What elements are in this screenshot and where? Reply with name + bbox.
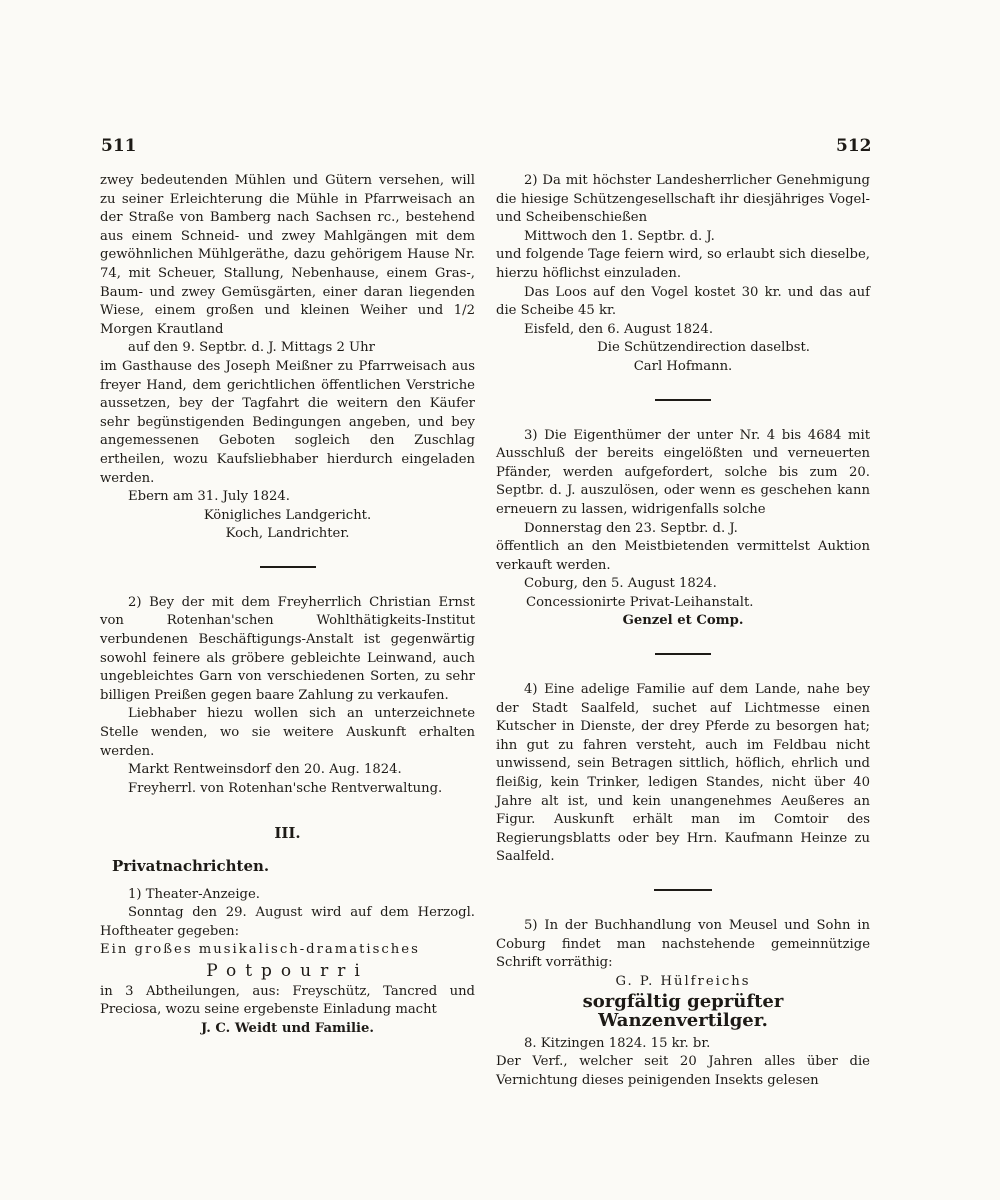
notice-linen-place-date: Markt Rentweinsdorf den 20. Aug. 1824. bbox=[128, 762, 402, 778]
notice-linen-body: 2) Bey der mit dem Freyherrlich Christian Ernst von Rotenhan'schen Wohlthätigkeits-Institut verbundenen Beschäftigungs-Anstalt ist gegenwärtig sowohl feinere als gröbere gebleichte Leinwand, auch ungebleichtes Garn von verschiedenen Sorten, zu sehr billigen Preißen gegen baare Zahlung zu verkaufen. bbox=[100, 594, 475, 703]
notice-book-body2: Der Verf., welcher seit 20 Jahren alles über die Vernichtung dieses peinigenden Insekts gelesen bbox=[496, 1054, 870, 1088]
theater-line: Ein großes musikalisch-dramatisches bbox=[100, 942, 420, 958]
theater-body2: in 3 Abtheilungen, aus: Freyschütz, Tancred und Preciosa, wozu seine ergebenste Einladung macht bbox=[100, 983, 475, 1018]
notice-mill-body2: im Gasthause des Joseph Meißner zu Pfarrweisach aus freyer Hand, dem gerichtlichen öffentlichen Verstriche aussetzen, bey der Tagfahrt die weitern den Käufer sehr begünstigenden Bedingungen angeben, und bey angemessenen Geboten sogleich den Zuschlag ertheilen, wozu Kaufsliebhaber hierdurch eingeladen werden. bbox=[100, 358, 475, 486]
theater-signature: J. C. Weidt und Familie. bbox=[200, 1020, 375, 1036]
separator-rule bbox=[654, 889, 712, 891]
notice-mill-body: zwey bedeutenden Mühlen und Gütern versehen, will zu seiner Erleichterung die Mühle in Pfarrweisach an der Straße von Bamberg nach Sachsen rc., bestehend aus einem Schneid- und zwey Mahlgängen mit dem gewöhnlichen Mühlgeräthe, dazu gehörigem Hause Nr. 74, mit Scheuer, Stallung, Nebenhause, einem Gras-, Baum- und zwey Gemüsgärten, einer daran liegenden Wiese, einem großen und kleinen Weiher und 1/2 Morgen Krautland bbox=[100, 173, 475, 337]
notice-mill-date: auf den 9. Septbr. d. J. Mittags 2 Uhr bbox=[128, 340, 375, 356]
theater-heading: 1) Theater-Anzeige. bbox=[128, 886, 260, 902]
theater-potpourri: Potpourri bbox=[206, 960, 369, 981]
notice-mill-signer: Koch, Landrichter. bbox=[225, 526, 350, 542]
separator-rule bbox=[655, 653, 711, 655]
notice-pawn-signature: Concessionirte Privat-Leihanstalt. bbox=[526, 594, 754, 610]
left-column bbox=[100, 172, 475, 1038]
notice-shooting-date: Mittwoch den 1. Septbr. d. J. bbox=[524, 228, 715, 244]
notice-pawn-body2: öffentlich an den Meistbietenden vermittelst Auktion verkauft werden. bbox=[496, 539, 870, 573]
notice-linen-body2: Liebhaber hiezu wollen sich an unterzeichnete Stelle wenden, wo sie weitere Auskunft erhalten werden. bbox=[100, 706, 475, 759]
book-title: sorgfältig geprüfter Wanzenvertilger. bbox=[582, 991, 784, 1031]
separator-rule bbox=[655, 399, 711, 401]
notice-shooting-place-date: Eisfeld, den 6. August 1824. bbox=[524, 321, 714, 337]
page-number-left: 511 bbox=[101, 136, 137, 156]
notice-mill-place-date: Ebern am 31. July 1824. bbox=[128, 489, 290, 505]
page-number-right: 512 bbox=[836, 136, 872, 156]
separator-rule bbox=[260, 566, 316, 568]
notice-book-body: 5) In der Buchhandlung von Meusel und Sohn in Coburg findet man nachstehende gemeinnützige Schrift vorräthig: bbox=[496, 918, 870, 971]
notice-coachman-body: 4) Eine adelige Familie auf dem Lande, nahe bey der Stadt Saalfeld, suchet auf Lichtmesse einen Kutscher in Dienste, der drey Pferde zu besorgen hat; ihn gut zu fahren versteht, auch im Feldbau nicht unwissend, sein Betragen sittlich, höflich, ehrlich und fleißig, kein Trinker, ledigen Standes, nicht über 40 Jahre alt ist, und kein unangenehmes Aeußeres an Figur. Auskunft erhält man im Comtoir des Regierungsblatts oder bey Hrn. Kaufmann Heinze zu Saalfeld. bbox=[496, 682, 870, 865]
book-author: G. P. Hülfreichs bbox=[615, 973, 751, 989]
section-number: III. bbox=[274, 824, 301, 843]
notice-shooting-body2: und folgende Tage feiern wird, so erlaubt sich dieselbe, hierzu höflichst einzuladen. bbox=[496, 247, 870, 281]
notice-shooting-signature: Die Schützendirection daselbst. bbox=[597, 340, 810, 356]
notice-linen-signature: Freyherrl. von Rotenhan'sche Rentverwaltung. bbox=[128, 780, 443, 796]
notice-mill-signature: Königliches Landgericht. bbox=[203, 507, 372, 523]
notice-shooting-body3: Das Loos auf den Vogel kostet 30 kr. und das auf die Scheibe 45 kr. bbox=[496, 284, 870, 319]
book-publication: 8. Kitzingen 1824. 15 kr. br. bbox=[524, 1035, 711, 1051]
notice-pawn-body: 3) Die Eigenthümer der unter Nr. 4 bis 4684 mit Ausschluß der bereits eingelößten und verneuerten Pfänder, werden aufgefordert, solche bis zum 20. Septbr. d. J. auszulösen, oder wenn es geschehen kann erneuern zu lassen, widrigenfalls solche bbox=[496, 427, 870, 517]
notice-shooting-body: 2) Da mit höchster Landesherrlicher Genehmigung die hiesige Schützengesellschaft ihr diesjähriges Vogel- und Scheibenschießen bbox=[496, 173, 870, 226]
notice-pawn-place-date: Coburg, den 5. August 1824. bbox=[524, 576, 717, 592]
notice-shooting-signer: Carl Hofmann. bbox=[633, 358, 733, 374]
section-title: Privatnachrichten. bbox=[112, 857, 270, 875]
notice-pawn-signer: Genzel et Comp. bbox=[622, 613, 744, 629]
notice-pawn-date: Donnerstag den 23. Septbr. d. J. bbox=[524, 520, 738, 536]
right-column bbox=[496, 172, 870, 1090]
theater-body: Sonntag den 29. August wird auf dem Herzogl. Hoftheater gegeben: bbox=[100, 905, 475, 939]
